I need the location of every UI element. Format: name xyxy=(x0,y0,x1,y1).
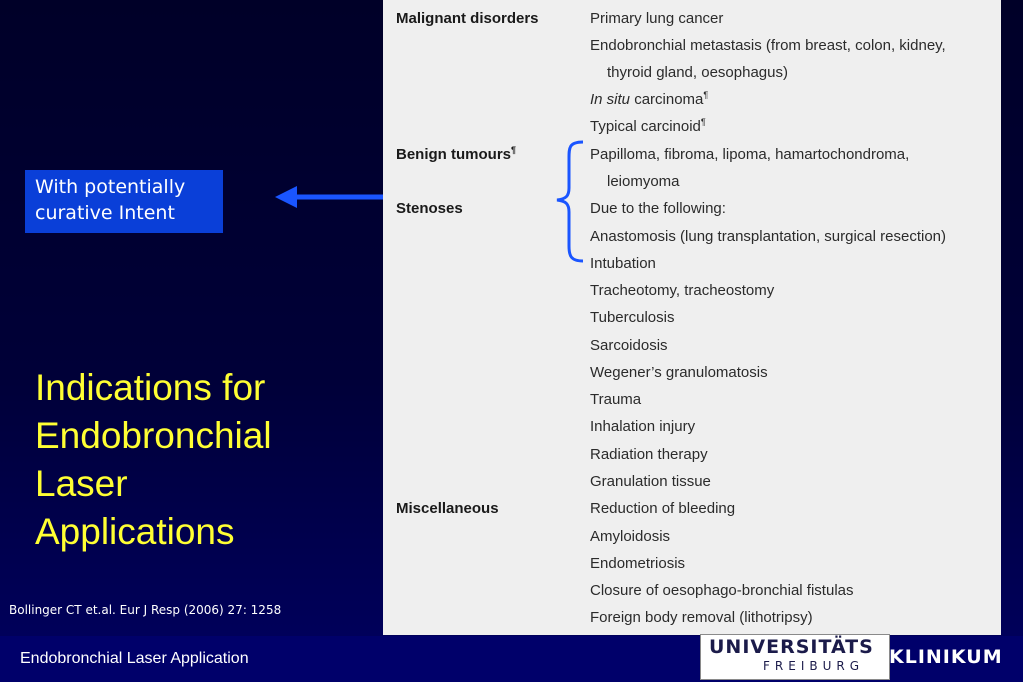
table-row xyxy=(383,308,1001,335)
table-row xyxy=(383,336,1001,363)
logo-text-klinikum: KLINIKUM xyxy=(889,646,1003,668)
benign-text: Benign tumours xyxy=(396,146,511,163)
in-situ-italic: In situ xyxy=(590,91,631,108)
category-malignant: Malignant disorders xyxy=(396,10,539,27)
title-line-3: Laser xyxy=(35,463,128,504)
table-item: Sarcoidosis xyxy=(590,337,668,354)
table-item: Wegener’s granulomatosis xyxy=(590,364,768,381)
table-row xyxy=(383,527,1001,554)
table-item: Due to the following: xyxy=(590,200,726,217)
table-row xyxy=(383,554,1001,581)
title-line-2: Endobronchial xyxy=(35,415,272,456)
in-situ-rest: carcinoma xyxy=(630,91,704,108)
table-item: Endobronchial metastasis (from breast, colon, kidney, xyxy=(590,37,946,54)
table-item: Amyloidosis xyxy=(590,528,671,545)
table-item: leiomyoma xyxy=(607,173,680,190)
title-line-4: Applications xyxy=(35,511,235,552)
table-item: Closure of oesophago-bronchial fistulas xyxy=(590,582,854,599)
table-item: Papilloma, fibroma, lipoma, hamartochondroma, xyxy=(590,146,910,163)
table-row xyxy=(383,145,1001,172)
footer-title: Endobronchial Laser Application xyxy=(20,650,249,667)
footnote-mark: ¶ xyxy=(511,145,517,155)
table-item: Primary lung cancer xyxy=(590,10,724,27)
table-row xyxy=(383,36,1001,63)
category-benign xyxy=(396,145,516,165)
footnote-mark: ¶ xyxy=(703,90,709,100)
table-row xyxy=(383,417,1001,444)
table-row xyxy=(383,608,1001,635)
table-item: Tracheotomy, tracheostomy xyxy=(590,282,775,299)
table-row xyxy=(383,472,1001,499)
table-item: Trauma xyxy=(590,391,642,408)
table-row xyxy=(383,499,1001,526)
table-row xyxy=(383,227,1001,254)
arrow-head-icon xyxy=(275,186,297,208)
table-item: Reduction of bleeding xyxy=(590,500,736,517)
table-item: Endometriosis xyxy=(590,555,686,572)
university-logo xyxy=(700,634,890,680)
indications-table xyxy=(383,0,1001,635)
table-item-in-situ xyxy=(590,90,708,110)
typical-carcinoid-text: Typical carcinoid xyxy=(590,118,701,135)
table-row xyxy=(383,199,1001,226)
callout-line-1: With potentially xyxy=(35,176,186,198)
table-row xyxy=(383,9,1001,36)
table-row xyxy=(383,581,1001,608)
table-item: Tuberculosis xyxy=(590,309,675,326)
table-item: thyroid gland, oesophagus) xyxy=(607,64,788,81)
table-item: Foreign body removal (lithotripsy) xyxy=(590,609,813,626)
title-line-1: Indications for xyxy=(35,367,266,408)
table-row xyxy=(383,390,1001,417)
category-miscellaneous: Miscellaneous xyxy=(396,500,499,517)
table-row xyxy=(383,63,1001,90)
table-row xyxy=(383,117,1001,144)
table-item: Granulation tissue xyxy=(590,473,711,490)
table-row xyxy=(383,281,1001,308)
logo-text-universitaets: UNIVERSITÄTS xyxy=(709,636,874,658)
table-row xyxy=(383,445,1001,472)
table-item-typical-carcinoid xyxy=(590,117,706,137)
callout-line-2: curative Intent xyxy=(35,202,175,224)
slide-title xyxy=(35,364,365,556)
table-item: Anastomosis (lung transplantation, surgical resection) xyxy=(590,228,947,245)
category-stenoses: Stenoses xyxy=(396,200,463,217)
logo-text-freiburg: FREIBURG xyxy=(763,659,865,673)
curative-intent-callout xyxy=(25,170,223,233)
table-row xyxy=(383,363,1001,390)
footnote-mark: ¶ xyxy=(700,117,706,127)
citation: Bollinger CT et.al. Eur J Resp (2006) 27: 1258 xyxy=(9,603,282,617)
table-row xyxy=(383,90,1001,117)
table-item: Inhalation injury xyxy=(590,418,696,435)
table-item: Intubation xyxy=(590,255,656,272)
table-row xyxy=(383,172,1001,199)
table-row xyxy=(383,254,1001,281)
table-item: Radiation therapy xyxy=(590,446,708,463)
